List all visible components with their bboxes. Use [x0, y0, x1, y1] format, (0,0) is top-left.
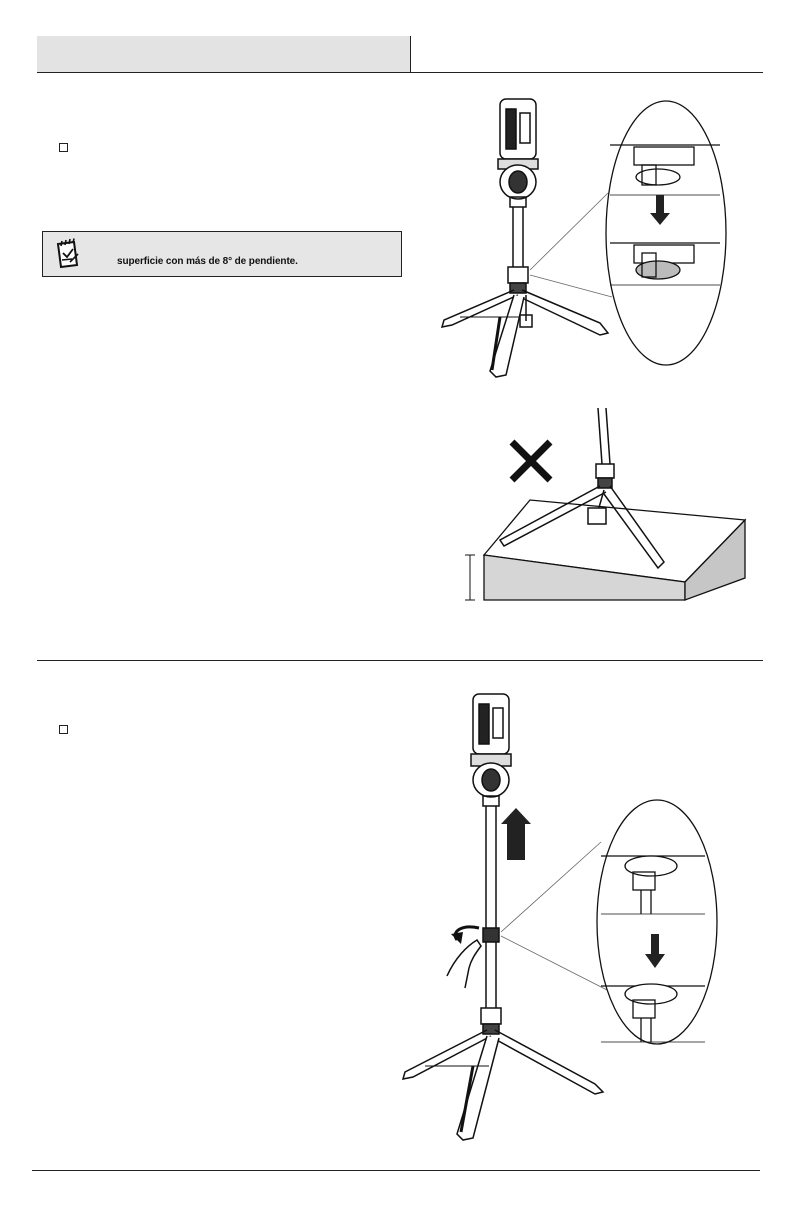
step-checkbox-2[interactable]	[59, 725, 68, 734]
section-rule	[37, 660, 763, 661]
tripod-stand-base-assembly-figure	[430, 85, 730, 390]
raise-pole-height-figure	[395, 688, 735, 1148]
footer-rule	[32, 1170, 760, 1171]
step-checkbox-1[interactable]	[59, 143, 68, 152]
no-slope-surface-warning-figure	[460, 400, 750, 608]
note-text: superficie con más de 8° de pendiente.	[117, 256, 298, 267]
note-box	[42, 231, 402, 277]
header-rule	[37, 72, 763, 73]
note-pad-icon	[53, 238, 83, 270]
section-header-bar	[37, 36, 410, 72]
header-divider	[410, 36, 411, 72]
